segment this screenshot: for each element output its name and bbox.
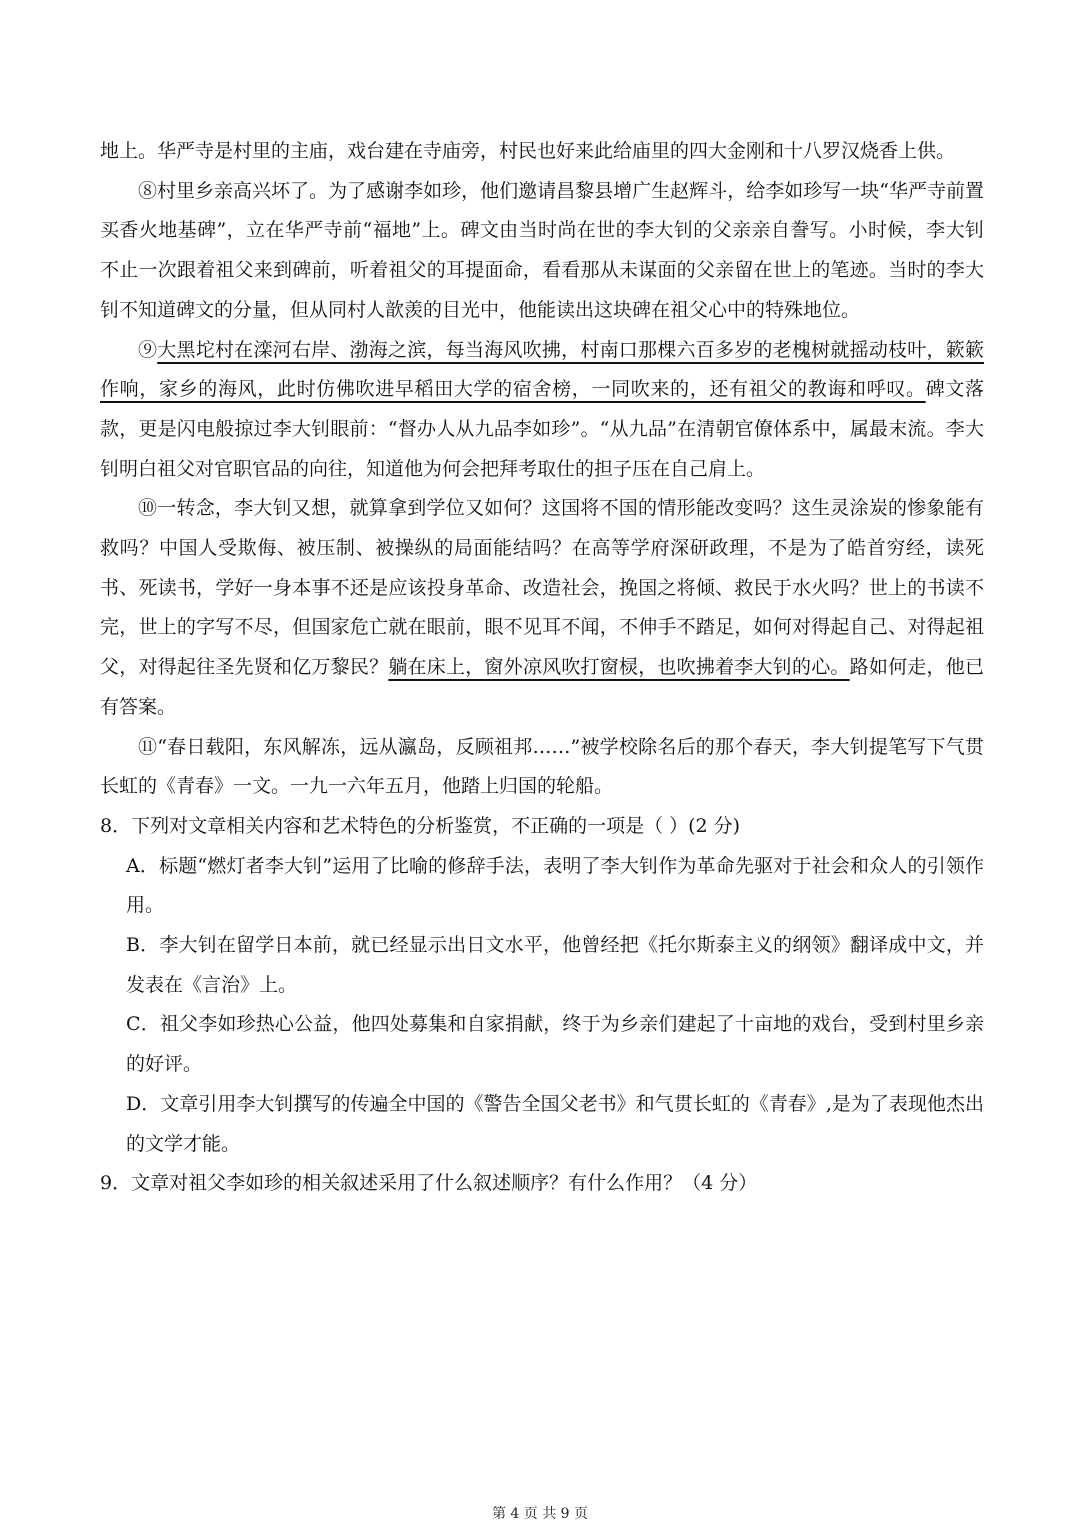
- question-8-stem: 8．下列对文章相关内容和艺术特色的分析鉴赏，不正确的一项是（ ）(2 分): [100, 814, 741, 837]
- paragraph-8: ⑧村里乡亲高兴坏了。为了感谢李如珍，他们邀请昌黎县增广生赵辉斗，给李如珍写一块“华严寺前置买香火地基碑”，立在华严寺前“福地”上。碑文由当时尚在世的李大钊的父亲亲自誊写。小时候，李大钊不止一次跟着祖父来到碑前，听着祖父的耳提面命，看看那从未谋面的父亲留在世上的笔迹。当时的李大钊不知道碑文的分量，但从同村人歆羡的目光中，他能读出这块碑在祖父心中的特殊地位。: [100, 179, 984, 321]
- paragraph-10-ending: 路如何走，他已有答案。: [100, 656, 984, 718]
- paragraph-10: [100, 489, 984, 727]
- question-8-option-d: D．文章引用李大钊撰写的传遍全中国的《警告全国父老书》和气贯长虹的《青春》,是为了表现他杰出的文学才能。: [126, 1092, 984, 1155]
- paragraph-11: ⑪“春日载阳，东风解冻，远从瀛岛，反顾祖邦……”被学校除名后的那个春天，李大钊提笔写下气贯长虹的《青春》一文。一九一六年五月，他踏上归国的轮船。: [100, 735, 984, 798]
- question-8-option-c: C．祖父李如珍热心公益，他四处募集和自家捐献，终于为乡亲们建起了十亩地的戏台，受到村里乡亲的好评。: [126, 1013, 984, 1076]
- paragraph-continuation: 地上。华严寺是村里的主庙，戏台建在寺庙旁，村民也好来此给庙里的四大金刚和十八罗汉烧香上供。: [100, 140, 956, 162]
- paragraph-10-underlined-sentence: 躺在床上，窗外凉风吹打窗棂，也吹拂着李大钊的心。: [388, 656, 850, 679]
- paragraph-9-text: 碑文落款，更是闪电般掠过李大钊眼前：“督办人从九品李如珍”。“从九品”在清朝官僚体系中，属最末流。李大钊明白祖父对官职官品的向往，知道他为何会把拜考取仕的担子压在自己肩上。: [100, 378, 984, 480]
- question-8-option-b: B．李大钊在留学日本前，就已经显示出日文水平，他曾经把《托尔斯泰主义的纲领》翻译成中文，并发表在《言治》上。: [126, 934, 984, 996]
- paragraph-9: [100, 331, 984, 490]
- question-9-stem: 9．文章对祖父李如珍的相关叙述采用了什么叙述顺序？有什么作用？（4 分）: [100, 1172, 758, 1195]
- page-footer: 第 4 页 共 9 页: [491, 1506, 589, 1522]
- question-8-option-a: A．标题“燃灯者李大钊”运用了比喻的修辞手法，表明了李大钊作为革命先驱对于社会和众人的引领作用。: [126, 854, 984, 917]
- paragraph-9-underlined-sentence: 大黑坨村在滦河右岸、渤海之滨，每当海风吹拂，村南口那棵六百多岁的老槐树就摇动枝叶，簌簌作响，家乡的海风，此时仿佛吹进早稻田大学的宿舍榜，一同吹来的，还有祖父的教诲和呼叹。: [100, 338, 984, 401]
- paragraph-10-text: ⑩一转念，李大钊又想，就算拿到学位又如何？这国将不国的情形能改变吗？这生灵涂炭的惨象能有救吗？中国人受欺侮、被压制、被操纵的局面能结吗？在高等学府深研政理，不是为了皓首穷经，读死书、死读书，学好一身本事不还是应该投身革命、改造社会，挽国之将倾、救民于水火吗？世上的书读不完，世上的字写不尽，但国家危亡就在眼前，眼不见耳不闻，不伸手不踏足，如何对得起自己、对得起祖父，对得起往圣先贤和亿万黎民？: [100, 497, 984, 679]
- page-content: [100, 132, 984, 1204]
- paragraph-9-number: ⑨: [138, 338, 158, 361]
